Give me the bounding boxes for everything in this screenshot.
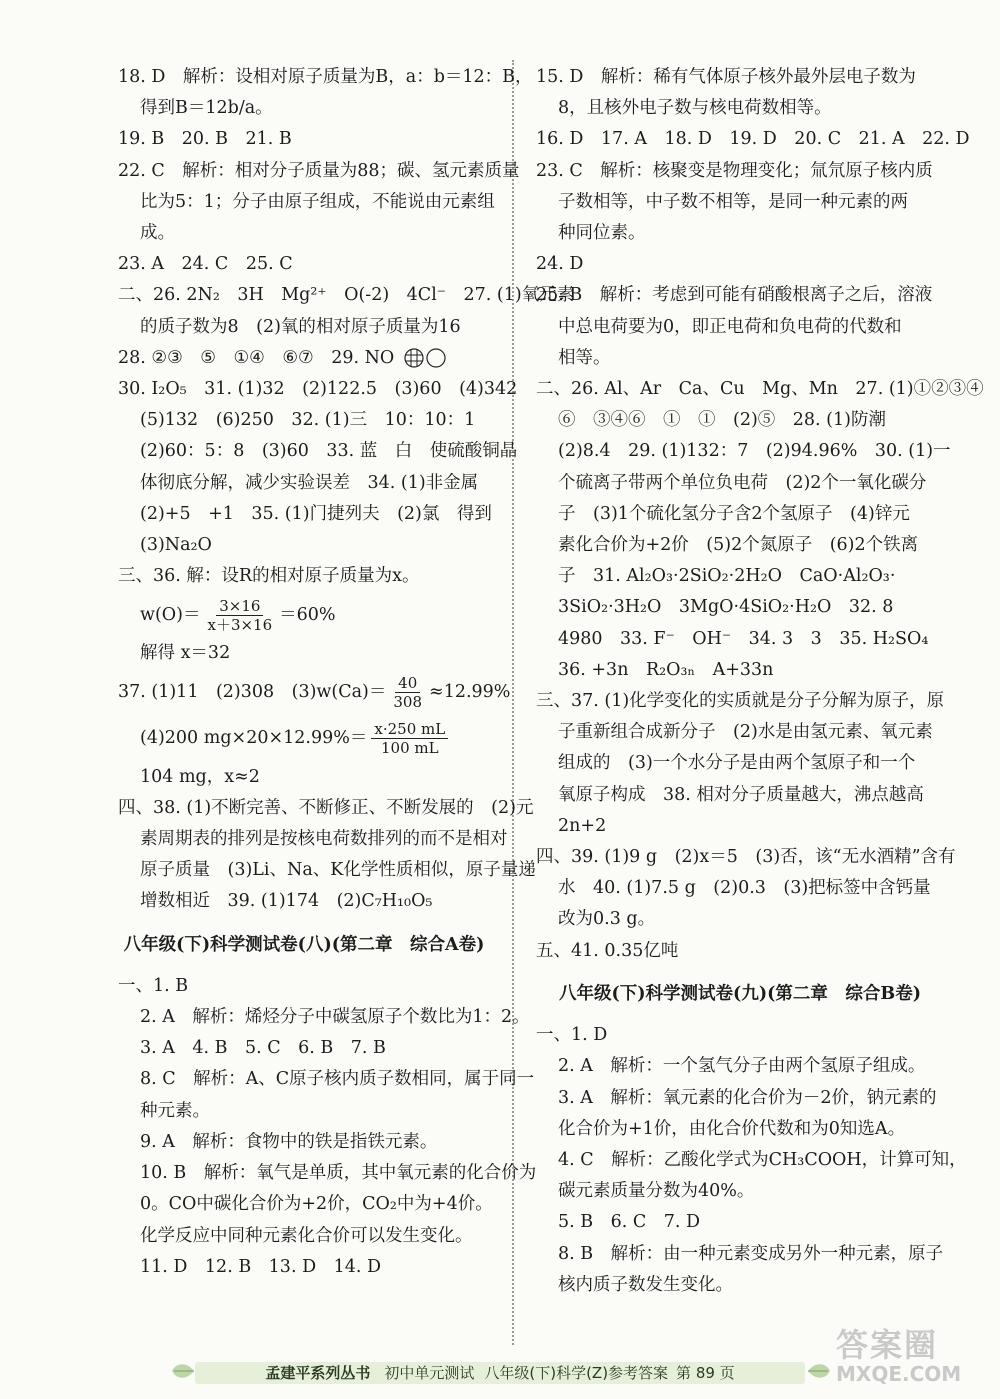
answer-line: 10. B 解析：氧气是单质，其中氧元素的化合价为 [140, 1163, 537, 1184]
answer-line: 增数相近 39. (1)174 (2)C₇H₁₀O₅ [140, 891, 433, 912]
answer-line: 中总电荷要为0，即正电荷和负电荷的代数和 [558, 316, 902, 337]
eq37b-fraction [371, 720, 448, 757]
answer-line: 原子质量 (3)Li、Na、K化学性质相似，原子量递 [140, 860, 536, 881]
section-title-test-8: 八年级(下)科学测试卷(八)(第二章 综合A卷) [123, 934, 485, 955]
answer-line: 19. B 20. B 21. B [118, 129, 292, 150]
answer-line: 2. A 解析：烯烃分子中碳氢原子个数比为1：2。 [140, 1007, 530, 1028]
answer-line: 一、1. B [118, 975, 189, 996]
answer-line: 4. C 解析：乙酸化学式为CH₃COOH，计算可知， [558, 1149, 967, 1170]
answer-line: 素化合价为+2价 (5)2个氮原子 (6)2个铁离 [558, 535, 919, 556]
column-divider [512, 60, 514, 1345]
answer-line: 15. D 解析：稀有气体原子核外最外层电子数为 [536, 67, 916, 87]
answer-line: 改为0.3 g。 [558, 909, 656, 930]
answer-line: 二、26. 2N₂ 3H Mg²⁺ O(-2) 4Cl⁻ 27. (1)氧元素 [118, 285, 575, 306]
equation-36 [118, 592, 490, 638]
answer-line: 23. C 解析：核聚变是物理变化；氚氘原子核内质 [536, 160, 933, 181]
answer-line: 30. I₂O₅ 31. (1)32 (2)122.5 (3)60 (4)342 [118, 379, 518, 400]
eq37b-left: (4)200 mg×20×12.99%＝ [140, 728, 368, 749]
answer-line: 比为5：1；分子由原子组成，不能说由元素组 [140, 191, 495, 212]
answer-line: 23. A 24. C 25. C [118, 254, 293, 275]
answer-line: (2)8.4 29. (1)132：7 (2)94.96% 30. (1)一 [558, 441, 951, 462]
answer-line: 8. B 解析：由一种元素变成另外一种元素，原子 [558, 1243, 944, 1264]
answer-line: 2. A 解析：一个氢气分子由两个氢原子组成。 [558, 1056, 926, 1077]
answer-line: 碳元素质量分数为40%。 [558, 1181, 755, 1202]
answer-line: 四、38. (1)不断完善、不断修正、不断发展的 (2)元 [118, 797, 534, 818]
answer-line: 8. C 解析：A、C原子核内质子数相同，属于同一 [140, 1069, 535, 1090]
equation-37b [118, 716, 490, 762]
watermark-top: 答案圈 [836, 1326, 939, 1364]
answer-line: 2n+2 [558, 815, 607, 836]
answer-line: 三、37. (1)化学变化的实质就是分子分解为原子，原 [536, 691, 945, 712]
eq37-result: 104 mg，x≈2 [140, 766, 260, 787]
answer-line: 二、26. Al、Ar Ca、Cu Mg、Mn 27. (1)①②③④ [536, 379, 984, 400]
answer-line: 4980 33. F⁻ OH⁻ 34. 3 3 35. H₂SO₄ [558, 628, 929, 649]
answer-line: 8，且核外电子数与核电荷数相等。 [558, 98, 832, 119]
footer-book: 初中单元测试 [384, 1363, 475, 1382]
answer-line: ⑥ ③④⑥ ① ① (2)⑤ 28. (1)防潮 [558, 410, 886, 431]
answer-line: 18. D 解析：设相对原子质量为B，a：b＝12：B， [118, 67, 533, 87]
left-answer-block-2 [118, 793, 536, 918]
answer-line: 的质子数为8 (2)氧的相对原子质量为16 [140, 316, 461, 337]
right-answer-block-1 [536, 62, 984, 967]
eq36-result: 解得 x＝32 [140, 643, 231, 664]
answer-line: 3. A 解析：氧元素的化合价为－2价，钠元素的 [558, 1087, 937, 1108]
answer-line: 子 (3)1个硫化氢分子含2个氢原子 (4)锌元 [558, 503, 910, 524]
answer-line: 3SiO₂·3H₂O 3MgO·4SiO₂·H₂O 32. 8 [558, 597, 894, 618]
answer-line: 个硫离子带两个单位负电荷 (2)2个一氧化碳分 [558, 472, 927, 493]
answer-line: 3. A 4. B 5. C 6. B 7. B [140, 1038, 386, 1059]
watermark-logo [836, 1320, 986, 1390]
answer-line: 种同位素。 [558, 223, 646, 244]
answer-line: 24. D [536, 254, 584, 275]
footer-subject: 八年级(下)科学(Z)参考答案 [484, 1363, 669, 1382]
answer-line: 36. +3n R₂O₃ₙ A+33n [558, 659, 774, 680]
answer-line: (5)132 (6)250 32. (1)三 10：10：1 [140, 410, 476, 431]
watermark-bottom: MXQE.COM [836, 1362, 962, 1386]
eq36-denominator: x＋3×16 [207, 615, 273, 634]
section-title-test-9: 八年级(下)科学测试卷(九)(第二章 综合B卷) [559, 983, 921, 1004]
answer-line: 水 40. (1)7.5 g (2)0.3 (3)把标签中含钙量 [558, 878, 931, 899]
answer-line: 组成的 (3)一个水分子是由两个氢原子和一个 [558, 753, 916, 774]
answer-line: 25. B 解析：考虑到可能有硝酸根离子之后，溶液 [536, 285, 933, 306]
eq36-numerator: 3×16 [216, 597, 263, 616]
answer-line: 成。 [140, 223, 175, 244]
answer-line: 素周期表的排列是按核电荷数排列的而不是相对 [140, 829, 508, 850]
eq37a-denominator: 308 [393, 693, 423, 712]
eq37b-numerator: x·250 mL [371, 720, 448, 739]
answer-line: (2)60：5：8 (3)60 33. 蓝 白 使硫酸铜晶 [140, 441, 518, 462]
answer-line: 体彻底分解，减少实验误差 34. (1)非金属 [140, 472, 479, 493]
answer-line: (3)Na₂O [140, 535, 212, 556]
eq37a-left: 37. (1)11 (2)308 (3)w(Ca)＝ [118, 682, 387, 703]
answer-line: 子数相等，中子数不相等，是同一种元素的两 [558, 191, 908, 212]
answer-line: (2)+5 +1 35. (1)门捷列夫 (2)氯 得到 [140, 503, 492, 524]
answer-line: 子 31. Al₂O₃·2SiO₂·2H₂O CaO·Al₂O₃· [558, 566, 896, 587]
eq37a-fraction [390, 674, 425, 711]
right-answer-block-2 [536, 1020, 967, 1301]
eq36-right: ＝60% [279, 604, 336, 625]
answer-line: 相等。 [558, 347, 611, 368]
atom-model-icon [402, 348, 450, 368]
answer-line: 化学反应中同种元素化合价可以发生变化。 [140, 1225, 473, 1246]
answer-line: 11. D 12. B 13. D 14. D [140, 1256, 382, 1277]
answer-line: 四、39. (1)9 g (2)x＝5 (3)否，该“无水酒精”含有 [536, 847, 956, 868]
answer-line: 一、1. D [536, 1025, 608, 1046]
equation-37a [118, 670, 511, 716]
right-column [536, 62, 984, 1301]
answer-line: 五、41. 0.35亿吨 [536, 940, 679, 961]
answer-line: 22. C 解析：相对分子质量为88；碳、氢元素质量 [118, 160, 520, 181]
footer-series: 孟建平系列丛书 [265, 1363, 371, 1382]
answer-line: 种元素。 [140, 1100, 210, 1121]
answer-line: 5. B 6. C 7. D [558, 1212, 701, 1233]
answer-line: 得到B＝12b/a。 [140, 98, 273, 119]
answer-line: 16. D 17. A 18. D 19. D 20. C 21. A 22. D [536, 129, 970, 150]
answer-line: 核内质子数发生变化。 [558, 1274, 733, 1295]
answer-line: 0。CO中碳化合价为+2价，CO₂中为+4价。 [140, 1194, 493, 1215]
eq37a-right: ≈12.99% [429, 682, 511, 703]
eq37b-denominator: 100 mL [380, 739, 439, 758]
answer-line: 氧原子构成 38. 相对分子质量越大，沸点越高 [558, 784, 924, 805]
answer-line: 化合价为+1价，由化合价代数和为0知选A。 [558, 1118, 906, 1139]
answer-line: 子重新组合成新分子 (2)水是由氢元素、氧元素 [558, 722, 933, 743]
eq36-fraction [204, 597, 275, 634]
left-answer-block-3 [118, 971, 537, 1283]
eq36-left: w(O)＝ [140, 604, 201, 625]
answer-line: 三、36. 解：设R的相对原子质量为x。 [118, 566, 420, 587]
eq37a-numerator: 40 [395, 674, 420, 693]
footer-page-number: 第 89 页 [676, 1363, 735, 1382]
answer-line: 9. A 解析：食物中的铁是指铁元素。 [140, 1131, 438, 1152]
answer-line: 28. ②③ ⑤ ①④ ⑥⑦ 29. NO [118, 343, 490, 374]
